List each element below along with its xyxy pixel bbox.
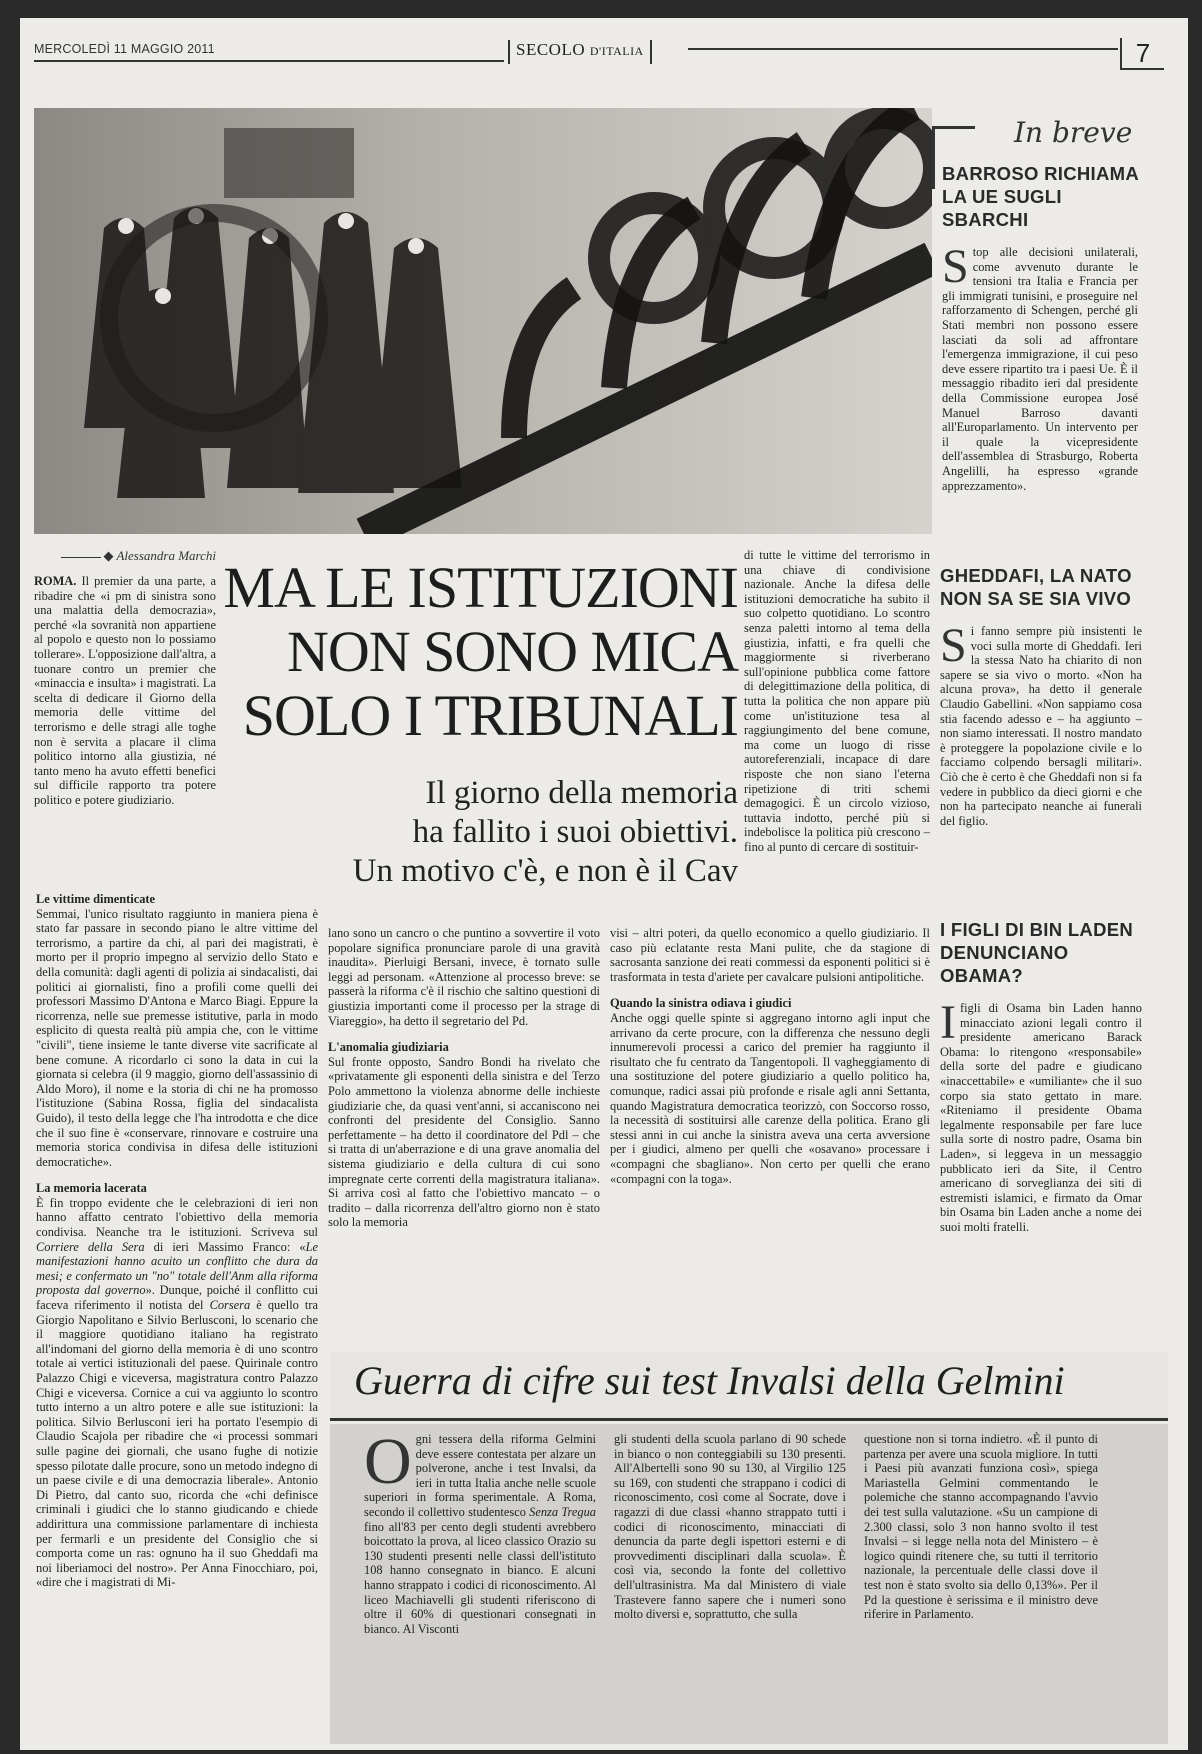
magistrates-photo: [34, 108, 932, 534]
brief-text-gheddafi: Si fanno sempre più insistenti le voci sulla morte di Gheddafi. Ieri la stessa Nato ha chiarito di non sapere se sia vivo o morto. «Non ha alcuna prova», ha detto il generale Claudio Gabellini. «Non sappiamo cosa stia facendo adesso e – ha aggiunto – non siamo interessati. Il nostro mandato è proteggere la popolazione civile e lo facciamo colpendo bersagli militari». Ciò che è certo è che Gheddafi non si fa vedere in pubblico da dieci giorni e che non ha partecipato neanche ai funerali del figlio.: [940, 619, 1142, 828]
brief-text-bin-laden: Ifigli di Osama bin Laden hanno minacciato azioni legali contro il presidente americano Barack Obama: lo ritengono «responsabile» della sorte del padre e giudicano «inaccettabile» e «umiliante» che il suo corpo sia stato gettato in mare. «Riteniamo il presidente Obama legalmente responsabile per fare luce sulla sorte di nostro padre, Osama bin Laden», si leggeva in un messaggio pubblicato ieri da Site, il Centro americano di sorveglianza dei siti di estremisti islamici, e firmato da Omar bin Osama bin Laden anche a nome dei suoi molti fratelli.: [940, 996, 1142, 1234]
sidebar-label: In breve: [1014, 116, 1133, 149]
invalsi-col2: gli studenti della scuola parlano di 90 schede in bianco o non conteggiabili su 130 presenti. All'Albertelli sono 90 su 130, al Virgilio 125 su 169, con studenti che strappano i codici di riconoscimento, così come al Socrate, dove i ragazzi di due classi «hanno strappato tutti i codici di riconoscimento, minacciati di denuncia da parte degli ispettori esterni e di provvedimenti disciplinari dalla scuola». È così via, secondo la fonte del collettivo dell'ultrasinistra. Ma dal Ministero di viale Trastevere fanno sapere che i numeri sono molto diversi e, soprattutto, che sulla: [614, 1432, 846, 1622]
subheading-anomalia: L'anomalia giudiziaria: [328, 1040, 449, 1055]
sidebar-gheddafi: [940, 564, 1142, 828]
invalsi-col3: questione non si torna indietro. «È il punto di partenza per avere una scuola migliore. In tutti i Paesi più avanzati funziona così», spiega Mariastella Gelmini commentando le polemiche che stanno accompagnando l'avvio dei test sulla valutazione. «Su un campione di 2.300 classi, solo 3 non hanno svolto il test Invalsi – si legge nella nota del Ministero – è logico quindi ritenere che, su tutti il territorio nazionale, la percentuale delle classi dove il test non è stato svolto sia dello 0,13%». Per il Pd la questione è serissima e il ministro deve riferire in Parlamento.: [864, 1432, 1098, 1622]
sidebar-bracket: [932, 126, 975, 189]
subheading-vittime: Le vittime dimenticate: [36, 892, 156, 906]
article-col3-top: di tutte le vittime del terrorismo in una chiave di condivisione nazionale. Anche la difesa delle istituzioni democratiche ha subito il suo colpetto quotidiano. Lo scontro senza paletti intorno al tema della giustizia, infatti, e fra quelli che maggiormente si riverberano sull'opinione pubblica come fattore di delegittimazione della politica, di tutta la politica che non appare più come un'istituzione tesa al raggiungimento del bene comune, ma come un luogo di risse autoreferenziali, incapace di dare risposte che non siano l'eterna ripetizione di triti schemi demagogici. È un circolo vizioso, tuttavia indotto, perché più si indebolisce la politica più crescono – fino al punto di cercare di sostituir-: [744, 548, 930, 854]
brief-title-bin-laden: I FIGLI DI BIN LADEN DENUNCIANO OBAMA?: [940, 919, 1134, 986]
drop-cap: O: [364, 1425, 412, 1498]
subheadline: Il giorno della memoria ha fallito i suoi obiettivi. Un motivo c'è, e non è il Cav: [352, 775, 738, 889]
article-col2: lano sono un cancro o che puntino a sovvertire il voto popolare significa pronunciare parole di una gravità inaudita». Pierluigi Bersani, invece, è tornato sulle leggi ad personam. «Attenzione al processo breve: se passerà la riforma c'è il rischio che saltino questioni di giustizia importanti come il processo per la strage di Viareggio», ha detto il segretario del Pd. L'anomalia giudiziaria Sul fronte opposto, Sandro Bondi ha rivelato che «privatamente gli esponenti della sinistra e del Terzo Polo ammettono la violenza abnorme delle inchieste giudiziarie che, da quasi vent'anni, si accaniscono nei confronti del presidente del Consiglio. Sanno perfettamente – ha detto il coordinatore del Pdl – che si tratta di un'aberrazione e di una grave anomalia del sistema giudiziario e della cultura di cui sono impregnate certe correnti della magistratura italiana». Si arriva così al fatto che l'obiettivo mancato – o tradito – dalla ricorrenza dell'altro giorno non è stato solo la memoria: [328, 926, 600, 1230]
page-date: MERCOLEDÌ 11 MAGGIO 2011: [34, 42, 215, 56]
newspaper-page: [20, 18, 1188, 1750]
invalsi-title-bar: [330, 1352, 1168, 1421]
headline: MA LE ISTITUZIONI NON SONO MICA SOLO I TRIBUNALI: [223, 555, 738, 748]
masthead-name: SECOLO: [516, 40, 586, 59]
sidebar-in-breve: [938, 116, 1142, 493]
brief-text-barroso: Stop alle decisioni unilaterali, come avvenuto durante le tensioni tra Italia e Francia per gli immigrati tunisini, e proseguire nel rafforzamento di Schengen, perché gli Stati membri non possono essere lasciati da soli ad affrontare l'emergenza immigrazione, il cui peso deve essere ripartito tra i paesi Ue. È il messaggio ribadito ieri dal presidente della Commissione europea José Manuel Barroso davanti all'Europarlamento. Un intervento per il quale la vicepresidente dell'assemblea di Strasburgo, Roberta Angelilli, ha espresso «grande apprezzamento».: [942, 240, 1138, 493]
drop-cap: I: [940, 996, 956, 1049]
article-col1: Le vittime dimenticate Semmai, l'unico risultato raggiunto in maniera piena è stato far passare in secondo piano le altre vittime del terrorismo, a partire da chi, al pari dei magistrati, è morto per il proprio impegno al servizio dello Stato e della comunità: dagli agenti di polizia ai sindacalisti, dai politici ai giornalisti, fino a profili come quelli dei professori Massimo D'Antona e Marco Biagi. Eppure la ricorrenza, nelle sue premesse istitutive, parla in modo esplicito di questa realtà più ampia che, con le vittime "civili", tiene insieme le tante diverse vite sacrificate al bene comune. A ricordarlo ci sono la data in cui la giornata si celebra (il 9 maggio, giorno dell'assassinio di Aldo Moro), il nome e la storia di chi ne ha promosso l'istituzione (Sabina Rossa, figlia del sindacalista Guido), il testo della legge che l'ha introdotta e che dice che il suo fine è «conservare, rinnovare e costruire una memoria storica condivisa in difesa delle istituzioni democratiche». La memoria lacerata È fin troppo evidente che le celebrazioni di ieri non hanno affatto centrato l'obiettivo della memoria condivisa. Neanche tra le istituzioni. Scriveva sul Corriere della Sera di ieri Massimo Franco: «Le manifestazioni hanno acuito un conflitto che dura da mesi; e confermato un "no" totale dell'Anm alla riforma proposta dal governo». Dunque, poiché il conflitto cui faceva riferimento il notista del Corsera è quello tra Giorgio Napolitano e Silvio Berlusconi, lo scenario che il maggiore quotidiano italiano ha registrato all'indomani del giorno della memoria è di uno scontro totale ai vertici istituzionali del paese. Quirinale contro Palazzo Chigi e viceversa, magistratura contro Palazzo Chigi e viceversa. Cornice a cui va aggiunto lo scontro tutto interno a un altro potere e alle sue istituzioni: la politica. Silvio Berlusconi ieri ha portato l'esempio di Claudio Scajola per ribadire che «i processi sommari sulle pagine dei giornali, che usano fughe di notizie spesso pilotate dalle procure, sono un metodo indegno di un paese civile e di una democrazia liberale». Antonio Di Pietro, dal canto suo, ricorda che «chi definisce criminali i giudici che lo stanno giudicando e chiede addirittura una commissione parlamentare di inchiesta per fermarli e un presidente del Consiglio che si comporta come un ras: ognuno ha il suo Gheddafi ma noi liberiamoci del nostro». Per Anna Finocchiaro, poi, «dire che i magistrati di Mi-: [36, 892, 319, 1590]
author-byline: ◆ Alessandra Marchi: [34, 548, 216, 564]
brief-title-barroso: BARROSO RICHIAMA LA UE SUGLI SBARCHI: [942, 163, 1139, 230]
lead-place: ROMA.: [34, 574, 77, 588]
subheading-sinistra: Quando la sinistra odiava i giudici: [610, 996, 792, 1011]
masthead-suffix: D'ITALIA: [589, 44, 644, 58]
brief-title-gheddafi: GHEDDAFI, LA NATO NON SA SE SIA VIVO: [940, 565, 1132, 609]
article-lead: ROMA. Il premier da una parte, a ribadire che «i pm di sinistra sono una malattia della democrazia», perché «la sovranità non appartiene al popolo e questo non lo possiamo tollerare». L'opposizione dall'altra, a tuonare contro un premier che «minaccia e insulta» i magistrati. La scelta di dedicare il Giorno della memoria delle vittime del terrorismo e delle stragi alle toghe non è servita a placare il clima politico intorno alla giustizia, né tanto meno ha avuto effetti benefici sul difficile rapporto tra potere politico e potere giudiziario.: [34, 574, 216, 807]
sidebar-bin-laden: [940, 918, 1142, 1235]
page-number: 7: [1120, 38, 1164, 70]
masthead: [508, 40, 652, 64]
drop-cap: S: [940, 619, 967, 672]
article-photo: [34, 108, 932, 534]
article-col3-bottom: visi – altri poteri, da quello economico a quello giudiziario. Il caso più eclatante resta Mani pulite, che da stagione di sacrosanta sanzione dei reati commessi da esponenti politici si è trasformata in testa d'ariete per cavalcare pulsioni antipolitiche. Quando la sinistra odiava i giudici Anche oggi quelle spinte si aggregano intorno agli input che arrivano da certe procure, con la differenza che nessuno degli innumerevoli processi a carico del premier ha raggiunto il risultato che fu centrato da Tangentopoli. Il vagheggiamento di una sostituzione del potere giudiziario a quello politico ha, comunque, radici assai più profonde e risale agli anni Settanta, quando Magistratura democratica teorizzò, con Soccorso rosso, la necessità di sostituirsi alle carenze della politica. Erano gli stessi anni in cui anche la sinistra aveva una certa avversione per i giudici, almeno per quelli che «osavano» processare i «compagni che sbagliano». Non certo per quelli che erano «compagni con la toga».: [610, 926, 930, 1186]
drop-cap: S: [942, 240, 969, 293]
invalsi-col1: Ogni tessera della riforma Gelmini deve essere contestata per alzare un polverone, anche i test Invalsi, da ieri in tutta Italia anche nelle scuole superiori in forma sperimentale. A Roma, secondo il collettivo studentesco Senza Tregua fino all'83 per cento degli studenti avrebbero boicottato la prova, al liceo classico Orazio su 130 studenti presenti nelle classi dell'istituto 108 hanno consegnato in bianco. E alcuni hanno strappato i codici di riconoscimento. Al liceo Machiavelli gli studenti riferiscono di oltre il 60% di questionari consegnati in bianco. Al Visconti: [364, 1425, 596, 1636]
invalsi-box: [330, 1352, 1168, 1744]
invalsi-body: [330, 1424, 1168, 1744]
invalsi-title: Guerra di cifre sui test Invalsi della Gelmini: [354, 1358, 1065, 1403]
subheading-memoria: La memoria lacerata: [36, 1181, 147, 1196]
